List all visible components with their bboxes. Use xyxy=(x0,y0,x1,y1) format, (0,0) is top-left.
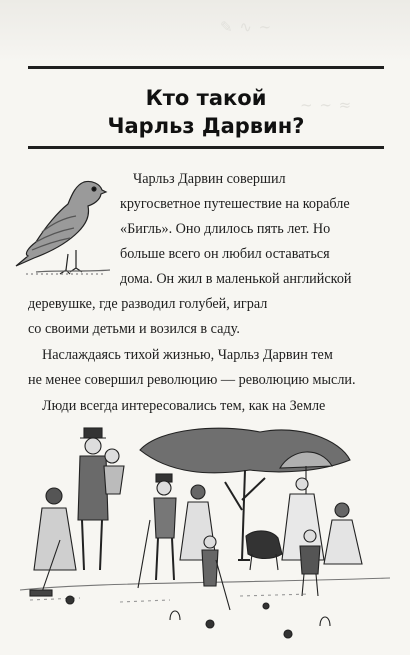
pigeon-illustration xyxy=(6,170,116,280)
title-line-2: Чарльз Дарвин? xyxy=(107,114,305,138)
bleed-through-mark: ✎ ∿ ∼ xyxy=(220,18,273,36)
body-line: дома. Он жил в маленькой английской xyxy=(120,271,352,287)
body-line: кругосветное путешествие на корабле xyxy=(120,196,350,212)
page-title xyxy=(28,84,384,140)
body-line: со своими детьми и возился в саду. xyxy=(28,321,240,337)
body-line: не менее совершил революцию — революцию мысли. xyxy=(28,372,356,388)
body-line: больше всего он любил оставаться xyxy=(120,246,330,262)
body-line: деревушке, где разводил голубей, играл xyxy=(28,296,268,312)
body-line: Чарльз Дарвин совершил xyxy=(133,171,286,187)
heading-top-rule xyxy=(28,66,384,69)
bleed-through-mark: ~ ∼ ≈ xyxy=(300,96,353,114)
body-line: Наслаждаясь тихой жизнью, Чарльз Дарвин тем xyxy=(42,347,333,363)
heading-bottom-rule xyxy=(28,146,384,149)
family-croquet-illustration xyxy=(20,420,390,650)
body-line: Люди всегда интересовались тем, как на Земле xyxy=(42,398,326,414)
title-line-1: Кто такой xyxy=(145,86,267,110)
body-line: «Бигль». Оно длилось пять лет. Но xyxy=(120,221,331,237)
faded-previous-page xyxy=(0,0,410,62)
